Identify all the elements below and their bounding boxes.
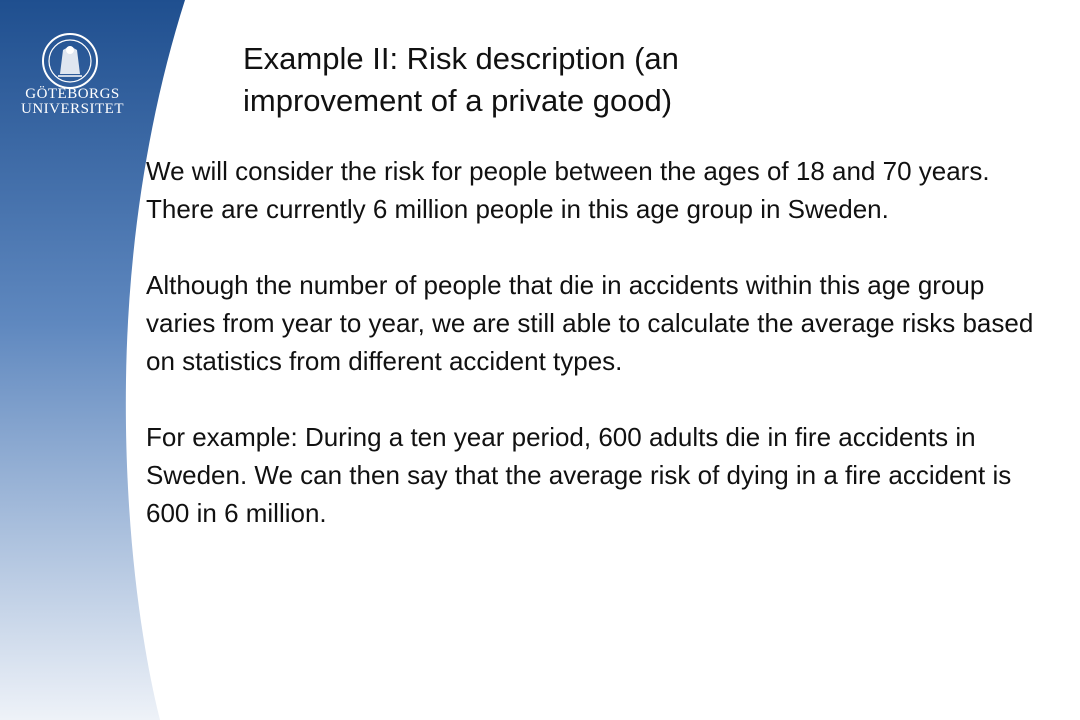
slide-title [243, 38, 1043, 122]
paragraph-statistics: Although the number of people that die in accidents within this age group varies from year to year, we are still able to calculate the average risks based on statistics from different accident types. [146, 270, 1034, 376]
logo-text-line2: UNIVERSITET [21, 101, 124, 117]
slide-body [146, 152, 1056, 570]
slide-title-line2: improvement of a private good) [243, 83, 673, 118]
paragraph-fire-example: For example: During a ten year period, 600 adults die in fire accidents in Sweden. We can then say that the average risk of dying in a fire accident is 600 in 6 million. [146, 422, 1012, 528]
slide-title-line1: Example II: Risk description (an [243, 41, 679, 76]
logo-text-line1: GÖTEBORGS [25, 86, 120, 102]
paragraph-population: We will consider the risk for people between the ages of 18 and 70 years. There are currently 6 million people in this age group in Sweden. [146, 156, 990, 224]
